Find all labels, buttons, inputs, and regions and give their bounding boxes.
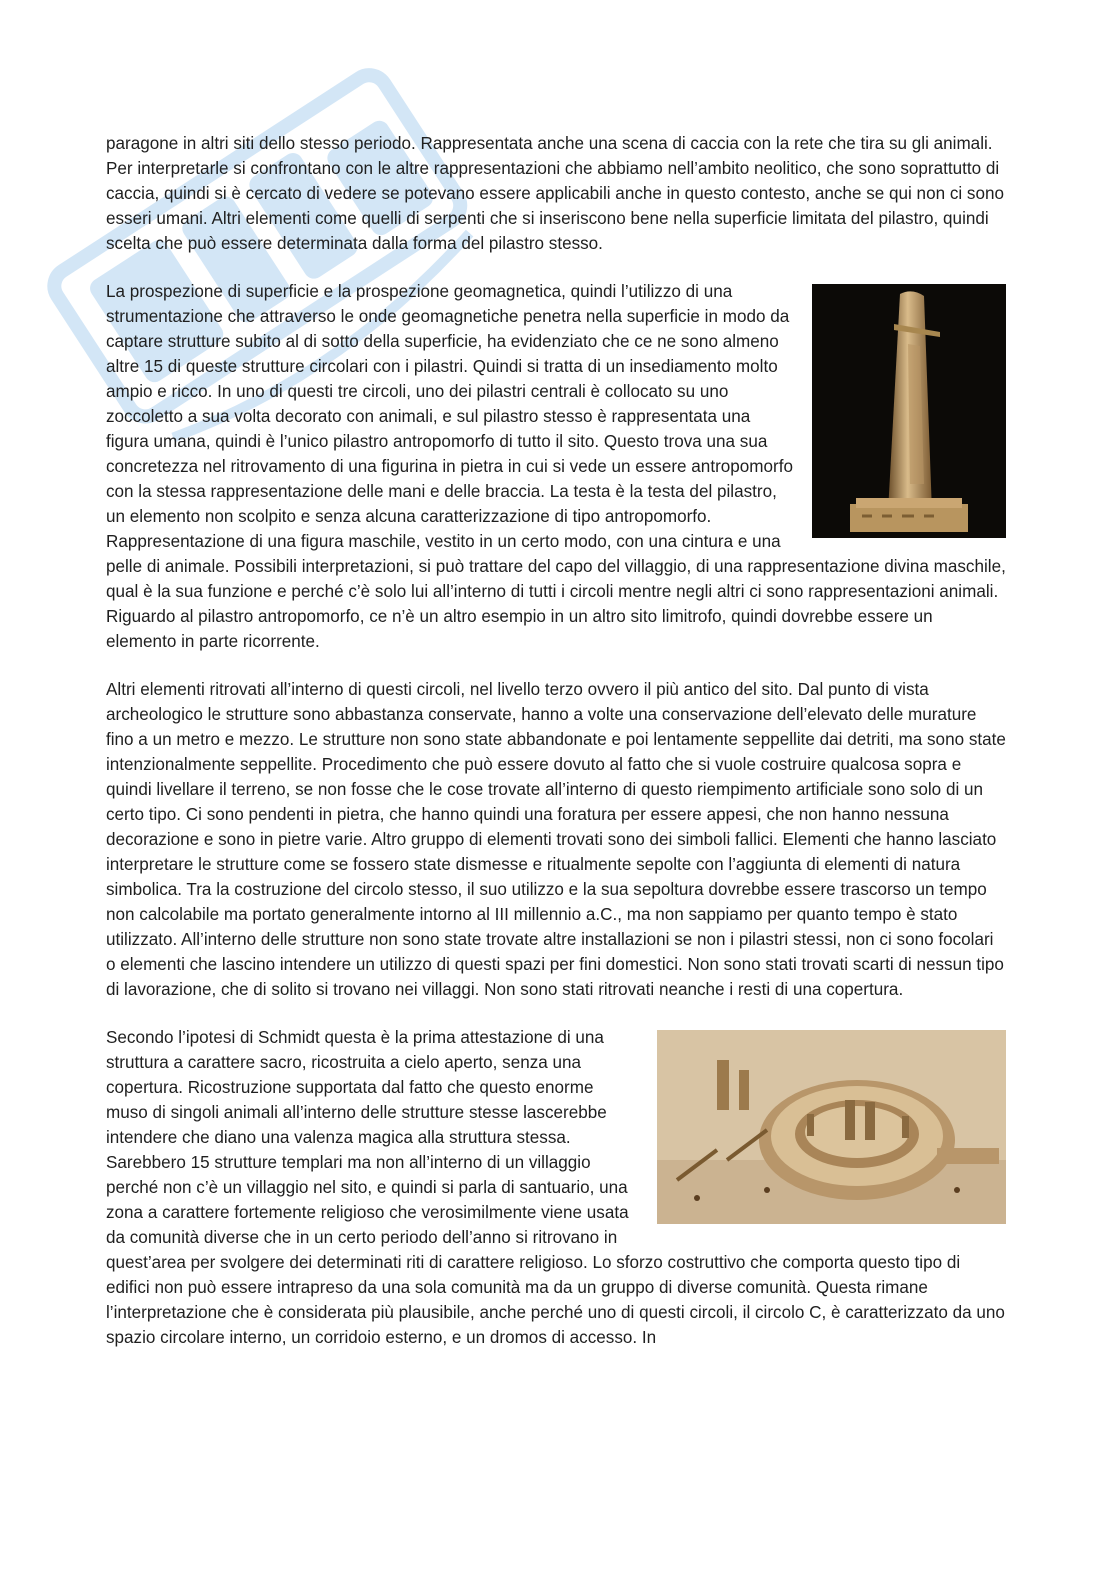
paragraph: Secondo l’ipotesi di Schmidt questa è la prima attestazione di una struttura a carattere sacro, ricostruita a cielo aperto, senza una copertura. Ricostruzione supportata dal fatto che questo enorme muso di singoli animali all’interno delle strutture stesse lascerebbe intendere che diano una valenza magica alla struttura stessa. Sarebbero 15 strutture templari ma non all’interno di un villaggio perché non c’è un villaggio nel sito, e quindi si parla di santuario, una zona a carattere fortemente religioso che verosimilmente viene usata da comunità diverse che in un certo periodo dell’anno si ritrovano in quest’area per svolgere dei determinati riti di carattere religioso. Lo sforzo costruttivo che comporta questo tipo di edifici non può essere intrapreso da una sola comunità ma da un gruppo di diverse comunità. Questa rimane l’interpretazione che è considerata più plausibile, anche perché uno di questi circoli, il circolo C, è caratterizzato da uno spazio circolare interno, un corridoio esterno, e un dromos di accesso. In — [106, 1028, 1005, 1347]
anthropomorphic-pillar-photo — [812, 284, 1006, 538]
paragraph-block — [106, 1025, 1006, 1350]
paragraph-block — [106, 279, 1006, 654]
paragraph: La prospezione di superficie e la prospezione geomagnetica, quindi l’utilizzo di una strumentazione che attraverso le onde geomagnetiche penetra nella superficie in modo da captare strutture subito al di sotto della superficie, ha evidenziato che ce ne sono almeno altre 15 di queste strutture circolari con i pilastri. Quindi si tratta di un insediamento molto ampio e ricco. In uno di questi tre circoli, uno dei pilastri centrali è collocato su uno zoccoletto a sua volta decorato con animali, e sul pilastro stesso è rappresentata una figura umana, quindi è l’unico pilastro antropomorfo di tutto il sito. Questo trova una sua concretezza nel ritrovamento di una figurina in pietra in cui si vede un essere antropomorfo con la stessa rappresentazione delle mani e delle braccia. La testa è la testa del pilastro, un elemento non scolpito e senza alcuna caratterizzazione di tipo antropomorfo. Rappresentazione di una figura maschile, vestito in un certo modo, con una cintura e una pelle di animale. Possibili interpretazioni, si può trattare del capo del villaggio, di una rappresentazione divina maschile, qual è la sua funzione e perché c’è solo lui all’interno di tutti i circoli mentre negli altri ci sono rappresentazioni animali. Riguardo al pilastro antropomorfo, ce n’è un altro esempio in un altro sito limitrofo, quindi dovrebbe essere un elemento in parte ricorrente. — [106, 282, 1006, 651]
paragraph: paragone in altri siti dello stesso periodo. Rappresentata anche una scena di caccia con la rete che tira su gli animali. Per interpretarle si confrontano con le altre rappresentazioni che abbiamo nell’ambito neolitico, che sono soprattutto di caccia, quindi si è cercato di vedere se potevano essere applicabili anche in questo contesto, anche se qui non ci sono esseri umani. Altri elementi come quelli di serpenti che si inseriscono bene nella superficie limitata del pilastro, quindi scelta che può essere determinata dalla forma del pilastro stesso. — [106, 134, 1004, 253]
document-page — [106, 131, 1006, 1373]
paragraph: Altri elementi ritrovati all’interno di questi circoli, nel livello terzo ovvero il più antico del sito. Dal punto di vista archeologico le strutture sono abbastanza conservate, hanno a volte una conservazione dell’elevato delle murature fino a un metro e mezzo. Le strutture non sono state abbandonate e poi lentamente seppellite dai detriti, ma sono state intenzionalmente seppellite. Procedimento che può essere dovuto al fatto che si vuole costruire qualcosa sopra e quindi livellare il terreno, se non fosse che le cose trovate all’interno di questo riempimento artificiale sono solo di un certo tipo. Ci sono pendenti in pietra, che hanno quindi una foratura per essere appesi, che non hanno nessuna decorazione e sono in pietre varie. Altro gruppo di elementi trovati sono dei simboli fallici. Elementi che hanno lasciato interpretare le strutture come se fossero state dismesse e ritualmente sepolte con l’aggiunta di elementi di natura simbolica. Tra la costruzione del circolo stesso, il suo utilizzo e la sua sepoltura dovrebbe essere trascorso un tempo non calcolabile ma portato generalmente intorno al III millennio a.C., ma non sappiamo per quanto tempo è stato utilizzato. All’interno delle strutture non sono state trovate altre installazioni se non i pilastri stessi, non ci sono focolari o elementi che lascino intendere un utilizzo di questi spazi per fini domestici. Non sono stati trovati scarti di nessun tipo di lavorazione, che di solito si trovano nei villaggi. Non sono stati ritrovati neanche i resti di una copertura. — [106, 680, 1006, 999]
temple-reconstruction-illustration — [657, 1030, 1006, 1224]
